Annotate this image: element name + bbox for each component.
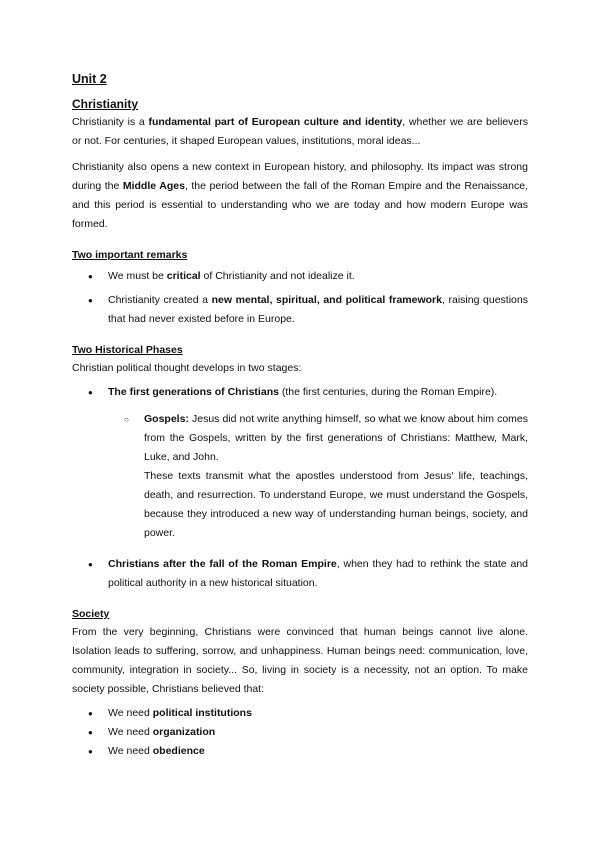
remarks-heading: Two important remarks [72, 249, 188, 261]
list-item: ● We need political institutions [72, 704, 528, 723]
phases-intro: Christian political thought develops in two stages: [72, 362, 302, 374]
intro-paragraph-2: Christianity also opens a new context in European history, and philosophy. Its impact was strong during the Middle Ages, the period between the fall of the Roman Empire and the Renaissance, and this period is essential to understanding who we are today and how modern Europe was formed. [72, 161, 528, 230]
unit-heading: Unit 2 [72, 72, 107, 86]
section-title-christianity: Christianity [72, 97, 139, 111]
list-item: ● We need organization [72, 723, 528, 742]
society-heading: Society [72, 608, 110, 620]
society-list [72, 704, 528, 761]
list-item: ● Christians after the fall of the Roman Empire, when they had to rethink the state and political authority in a new historical situation. [72, 555, 528, 593]
phases-list-2 [72, 555, 528, 593]
list-item: ● We need obedience [72, 742, 528, 761]
document-body [72, 70, 528, 761]
remarks-list [72, 267, 528, 329]
list-item: ● The first generations of Christians (the first centuries, during the Roman Empire). [72, 383, 528, 402]
list-item: ● We must be critical of Christianity and not idealize it. [72, 267, 528, 286]
phases-list [72, 383, 528, 402]
intro-paragraph-1: Christianity is a fundamental part of European culture and identity, whether we are believers or not. For centuries, it shaped European values, institutions, moral ideas... [72, 116, 529, 147]
phases-heading: Two Historical Phases [72, 344, 183, 356]
gospels-sublist [72, 410, 528, 543]
list-item: ● Christianity created a new mental, spiritual, and political framework, raising questions that had never existed before in Europe. [72, 291, 528, 329]
list-item: ○ Gospels: Jesus did not write anything himself, so what we know about him comes from the Gospels, written by the first generations of Christians: Matthew, Mark, Luke, and John. These texts transmit what the apostles understood from Jesus' life, teachings, death, and resurrection. To understand Europe, we must understand the Gospels, because they introduced a new way of understanding human beings, society, and power. [72, 410, 528, 543]
society-paragraph: From the very beginning, Christians were convinced that human beings cannot live alone. Isolation leads to suffering, sorrow, and unhappiness. Human beings need: communication, love, community, integration in society... So, living in society is a necessity, not an option. To make society possible, Christians believed that: [72, 626, 528, 695]
